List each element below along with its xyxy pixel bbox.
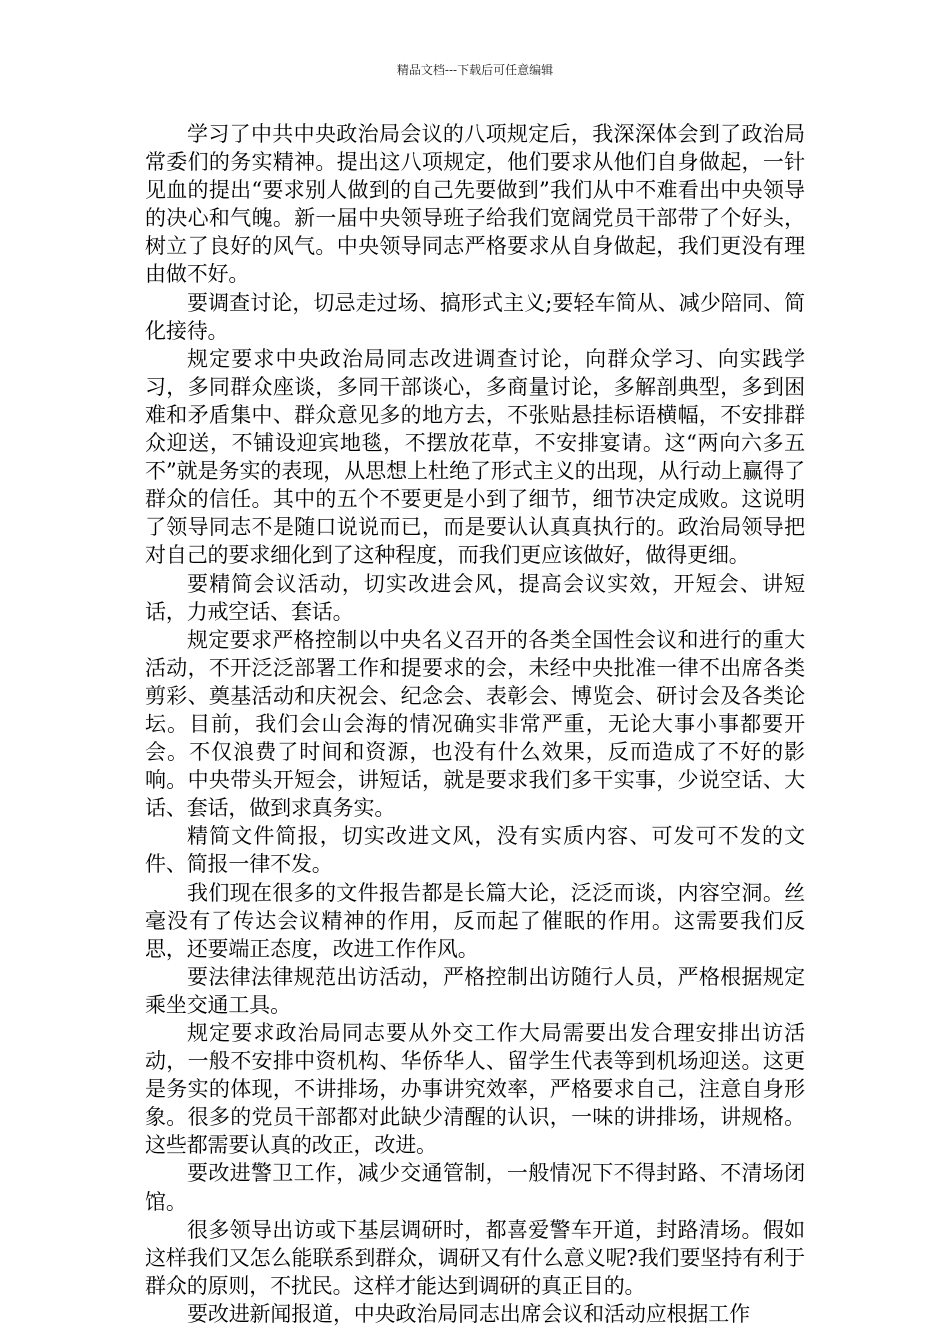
paragraph-5: 规定要求严格控制以中央名义召开的各类全国性会议和进行的重大活动，不开泛泛部署工作和提要求的会，未经中央批准一律不出席各类剪彩、奠基活动和庆祝会、纪念会、表彰会、博览会、研讨会及各类论坛。目前，我们会山会海的情况确实非常严重，无论大事小事都要开会。不仅浪费了时间和资源，也没有什么效果，反而造成了不好的影响。中央带头开短会，讲短话，就是要求我们多干实事，少说空话、大话、套话，做到求真务实。 [145, 627, 805, 821]
paragraph-9: 规定要求政治局同志要从外交工作大局需要出发合理安排出访活动，一般不安排中资机构、华侨华人、留学生代表等到机场迎送。这更是务实的体现，不讲排场，办事讲究效率，严格要求自己，注意自身形象。很多的党员干部都对此缺少清醒的认识，一味的讲排场，讲规格。这些都需要认真的改正，改进。 [145, 1021, 805, 1158]
page-header: 精品文档---下载后可任意编辑 [396, 63, 554, 77]
paragraph-2: 要调查讨论，切忌走过场、搞形式主义;要轻车简从、减少陪同、简化接待。 [145, 290, 805, 343]
paragraph-10: 要改进警卫工作，减少交通管制，一般情况下不得封路、不清场闭馆。 [145, 1161, 805, 1214]
paragraph-7: 我们现在很多的文件报告都是长篇大论，泛泛而谈，内容空洞。丝毫没有了传达会议精神的作用，反而起了催眠的作用。这需要我们反思，还要端正态度，改进工作作风。 [145, 880, 805, 961]
paragraph-11: 很多领导出访或下基层调研时，都喜爱警车开道，封路清场。假如这样我们又怎么能联系到群众，调研又有什么意义呢?我们要坚持有利于群众的原则，不扰民。这样才能达到调研的真正目的。 [145, 1217, 805, 1298]
paragraph-3: 规定要求中央政治局同志改进调查讨论，向群众学习、向实践学习，多同群众座谈，多同干部谈心，多商量讨论，多解剖典型，多到困难和矛盾集中、群众意见多的地方去，不张贴悬挂标语横幅，不安排群众迎送，不铺设迎宾地毯，不摆放花草，不安排宴请。这“两向六多五不”就是务实的表现，从思想上杜绝了形式主义的出现，从行动上赢得了群众的信任。其中的五个不要更是小到了细节，细节决定成败。这说明了领导同志不是随口说说而已，而是要认认真真执行的。政治局领导把对自己的要求细化到了这种程度，而我们更应该做好，做得更细。 [145, 346, 805, 568]
document-body [145, 120, 805, 1328]
paragraph-8: 要法律法律规范出访活动，严格控制出访随行人员，严格根据规定乘坐交通工具。 [145, 964, 805, 1017]
paragraph-12: 要改进新闻报道，中央政治局同志出席会议和活动应根据工作 [187, 1301, 750, 1326]
paragraph-1: 学习了中共中央政治局会议的八项规定后，我深深体会到了政治局常委们的务实精神。提出这八项规定，他们要求从他们自身做起，一针见血的提出“要求别人做到的自己先要做到”我们从中不难看出中央领导的决心和气魄。新一届中央领导班子给我们宽阔党员干部带了个好头，树立了良好的风气。中央领导同志严格要求从自身做起，我们更没有理由做不好。 [145, 122, 805, 287]
paragraph-6: 精简文件简报，切实改进文风，没有实质内容、可发可不发的文件、简报一律不发。 [145, 824, 805, 877]
paragraph-4: 要精简会议活动，切实改进会风，提高会议实效，开短会、讲短话，力戒空话、套话。 [145, 571, 805, 624]
